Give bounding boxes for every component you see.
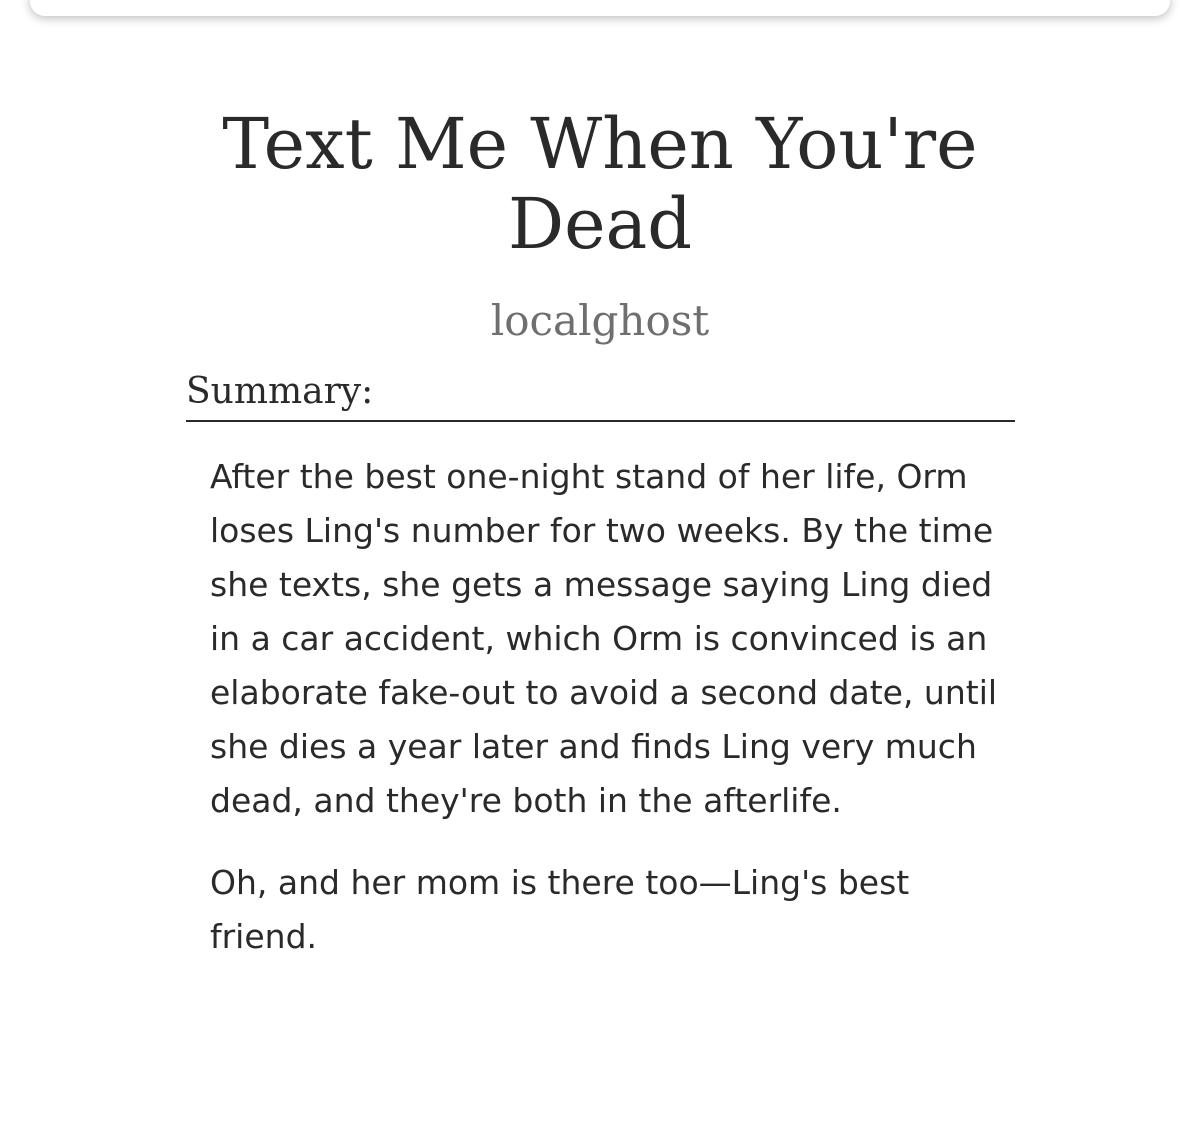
summary-heading: Summary: [186,370,1015,422]
summary-paragraph: Oh, and her mom is there too—Ling's best friend. [210,863,910,956]
top-card-edge [30,0,1170,16]
work-title: Text Me When You're Dead [222,103,978,265]
summary-body [210,450,1000,992]
summary-paragraph: After the best one-night stand of her life, Orm loses Ling's number for two weeks. By the time she texts, she gets a message saying Ling died in a car accident, which Orm is convinced is an elaborate fake-out to avoid a second date, until she dies a year later and finds Ling very much dead, and they're both in the afterlife. [210,457,998,820]
author-byline[interactable]: localghost [490,296,710,345]
